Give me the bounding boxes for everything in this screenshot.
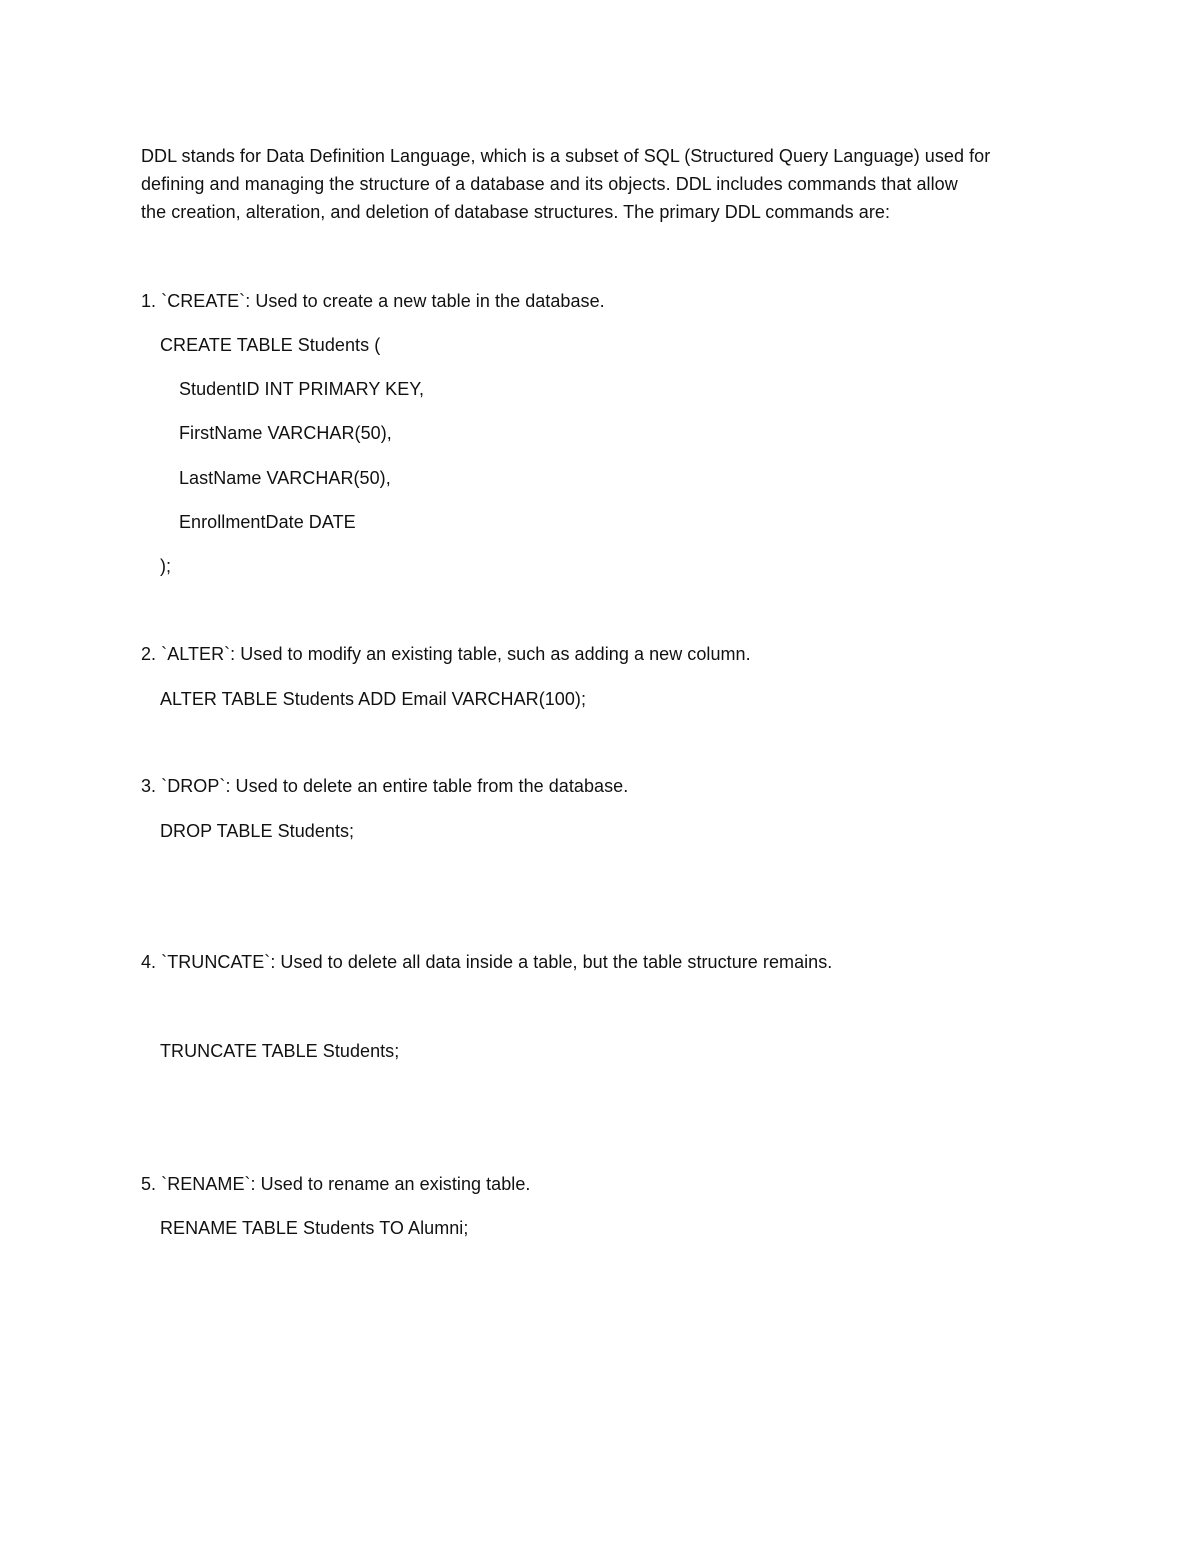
drop-heading: 3. `DROP`: Used to delete an entire table from the database. <box>141 776 629 796</box>
intro-line: defining and managing the structure of a database and its objects. DDL includes commands that allow <box>141 174 958 194</box>
intro-line: DDL stands for Data Definition Language, which is a subset of SQL (Structured Query Language) used for <box>141 146 991 166</box>
create-heading: 1. `CREATE`: Used to create a new table in the database. <box>141 291 605 311</box>
intro-line: the creation, alteration, and deletion of database structures. The primary DDL commands are: <box>141 202 890 222</box>
alter-heading: 2. `ALTER`: Used to modify an existing table, such as adding a new column. <box>141 644 751 664</box>
create-code-line: LastName VARCHAR(50), <box>179 468 391 488</box>
create-code-line: CREATE TABLE Students ( <box>160 335 381 355</box>
create-code-line: FirstName VARCHAR(50), <box>179 423 392 443</box>
intro-paragraph <box>141 142 990 226</box>
truncate-code-line: TRUNCATE TABLE Students; <box>160 1041 400 1061</box>
create-code-line: StudentID INT PRIMARY KEY, <box>179 379 425 399</box>
rename-heading: 5. `RENAME`: Used to rename an existing table. <box>141 1174 531 1194</box>
alter-code-line: ALTER TABLE Students ADD Email VARCHAR(100); <box>160 689 587 709</box>
drop-code-line: DROP TABLE Students; <box>160 821 355 841</box>
create-code-line: EnrollmentDate DATE <box>179 512 356 532</box>
truncate-heading: 4. `TRUNCATE`: Used to delete all data inside a table, but the table structure remains. <box>141 952 833 972</box>
create-code-line: ); <box>160 556 172 576</box>
rename-code-line: RENAME TABLE Students TO Alumni; <box>160 1218 469 1238</box>
